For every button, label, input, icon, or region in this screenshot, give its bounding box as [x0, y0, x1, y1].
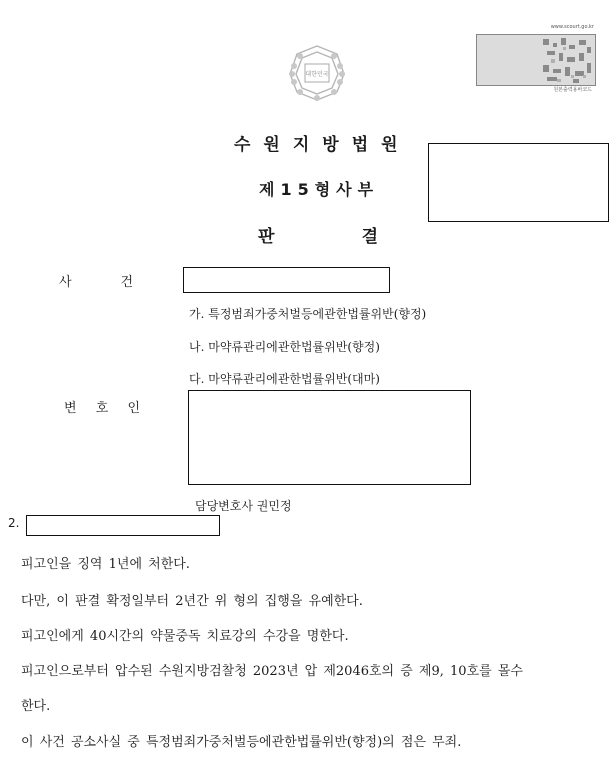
- item-number: 2.: [8, 516, 20, 530]
- ruling-line: 다만, 이 판결 확정일부터 2년간 위 형의 집행을 유예한다.: [21, 594, 363, 609]
- ruling-line: 이 사건 공소사실 중 특정범죄가중처벌등에관한법률위반(향정)의 점은 무죄.: [21, 735, 462, 750]
- case-label: [59, 271, 133, 290]
- ruling-line: 피고인에게 40시간의 약물중독 치료강의 수강을 명한다.: [21, 629, 349, 644]
- ruling-line: 한다.: [21, 699, 51, 714]
- redacted-case-number: [428, 143, 609, 222]
- ruling-line: 피고인으로부터 압수된 수원지방검찰청 2023년 압 제2046호의 증 제9, 10호를 몰수: [21, 664, 523, 679]
- court-name: 수원지방법원: [234, 135, 411, 155]
- title-char-1: 판: [258, 227, 275, 247]
- barcode-caption: 원본출력용바코드: [553, 87, 592, 93]
- title-char-2: 결: [361, 227, 378, 247]
- charge-item: 가. 특정범죄가중처벌등에관한법률위반(향정): [189, 307, 427, 321]
- court-division: 제15형사부: [259, 180, 380, 199]
- case-label-char-1: 사: [59, 275, 72, 290]
- counsel-label-char-2: 호: [95, 401, 109, 416]
- barcode-block: [476, 24, 596, 96]
- case-label-char-2: 건: [120, 275, 133, 290]
- redacted-defendant: [26, 515, 220, 536]
- assigned-lawyer: 담당변호사 권민정: [195, 499, 292, 513]
- redacted-case-id: [183, 267, 390, 293]
- court-seal-emblem: [282, 42, 352, 104]
- ruling-line: 피고인을 징역 1년에 처한다.: [21, 557, 190, 572]
- counsel-label: [64, 397, 140, 416]
- barcode-url: www.scourt.go.kr: [550, 24, 594, 30]
- redacted-counsel-info: [188, 390, 471, 485]
- counsel-label-char-3: 인: [127, 401, 140, 416]
- document-title: [258, 222, 378, 247]
- counsel-label-char-1: 변: [64, 401, 77, 416]
- qr-code-icon: [476, 34, 596, 86]
- charge-item: 나. 마약류관리에관한법률위반(향정): [189, 340, 380, 354]
- seal-text: 대한민국: [305, 71, 329, 78]
- charge-item: 다. 마약류관리에관한법률위반(대마): [189, 372, 380, 386]
